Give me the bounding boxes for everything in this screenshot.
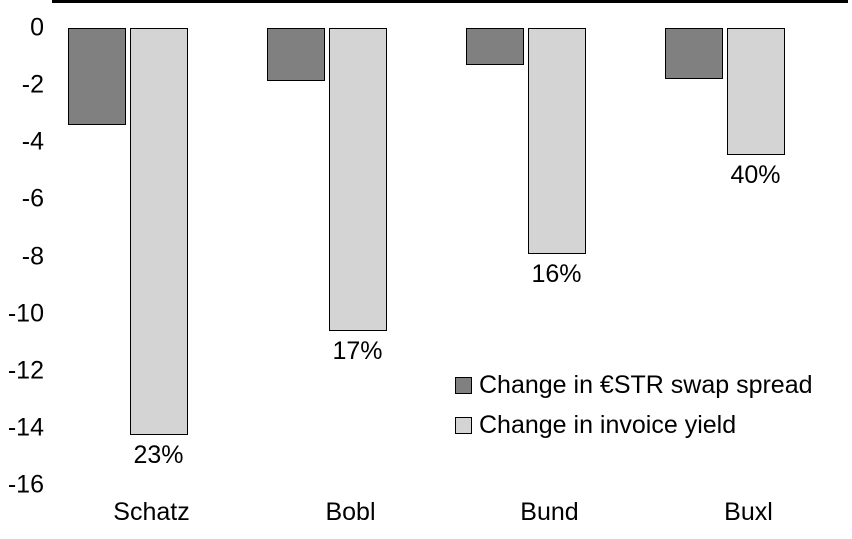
bar-annotation: 17% [332,336,383,365]
x-axis-category-label: Schatz [113,498,190,526]
chart-legend [455,368,813,448]
plot-area [52,0,848,539]
legend-swatch-icon [455,417,472,434]
legend-label: Change in €STR swap spread [479,371,813,399]
legend-swatch-icon [455,377,472,394]
bar-swap-spread [267,28,325,81]
x-axis-category-label: Bund [520,498,579,526]
x-axis-category-label: Buxl [724,498,773,526]
bar-invoice-yield [329,28,387,331]
legend-item-1 [455,408,813,442]
y-axis-tick-label: -10 [7,299,44,328]
bar-invoice-yield [130,28,188,435]
y-axis-tick-label: -14 [7,413,44,442]
bar-swap-spread [466,28,524,65]
y-axis-tick-label: -4 [21,127,44,156]
legend-label: Change in invoice yield [479,411,737,439]
legend-item-0 [455,368,813,402]
y-axis-tick-label: -8 [21,242,44,270]
y-axis-tick-label: -16 [7,470,44,499]
zero-axis-line [52,0,848,3]
bar-annotation: 16% [531,259,582,288]
bar-annotation: 40% [730,161,781,190]
bar-invoice-yield [727,28,785,155]
bar-annotation: 23% [133,441,184,470]
y-axis-tick-label: -12 [7,356,44,385]
bar-swap-spread [68,28,126,125]
y-axis-tick-label: 0 [30,13,44,42]
bar-invoice-yield [528,28,586,254]
y-axis-tick-label: -2 [21,70,44,99]
y-axis [0,0,52,539]
y-axis-tick-label: -6 [21,184,44,213]
bar-swap-spread [665,28,723,79]
x-axis-category-label: Bobl [325,498,376,526]
